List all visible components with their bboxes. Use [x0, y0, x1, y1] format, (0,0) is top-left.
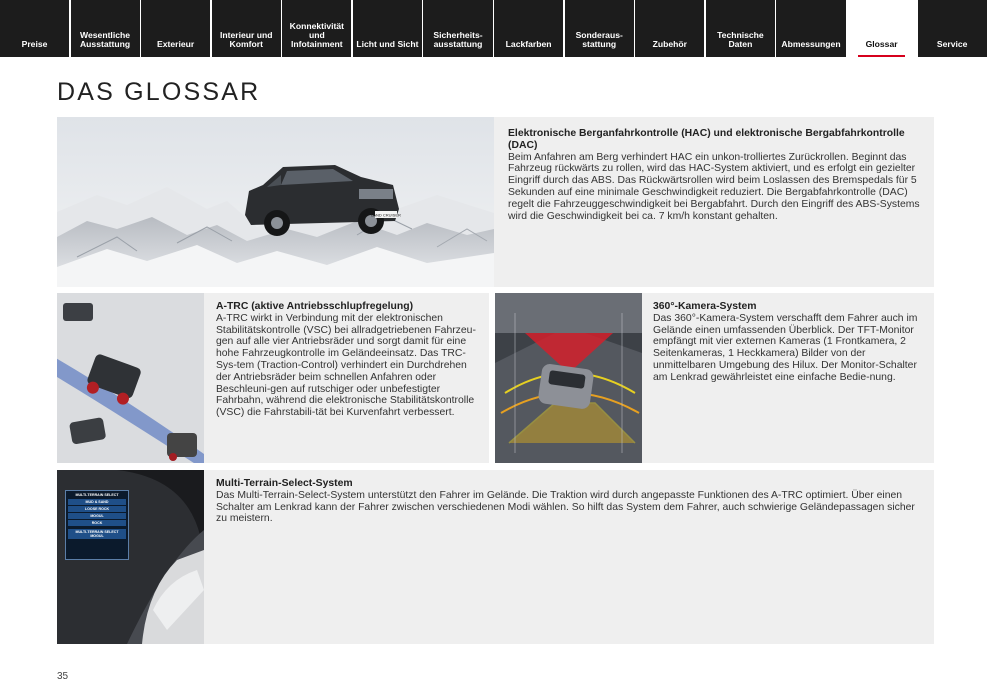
nav-tab-abmessungen[interactable]: Abmessungen [776, 0, 845, 57]
offroad-car-snow-image [57, 117, 494, 287]
terrain-mode-list [68, 499, 126, 526]
atrc-illustration-image [57, 293, 204, 463]
nav-tab-konnektivität-und-infotainment[interactable]: Konnektivität und Infotainment [282, 0, 351, 57]
nav-tab-service[interactable]: Service [918, 0, 987, 57]
terrain-mode-item: MOGUL [68, 513, 126, 519]
glossary-entry-360-camera [495, 293, 934, 463]
entry-title-multi-terrain-select: Multi-Terrain-Select-System [216, 478, 353, 489]
page-title: DAS GLOSSAR [57, 78, 261, 106]
entry-body-multi-terrain-select: Das Multi-Terrain-Select-System unterstützt den Fahrer im Gelände. Die Traktion wird durch angepasste Funktionen des A-TRC optimiert. Über einen Schalter am Lenkrad kann der Fahrer zwischen verschiedenen Modi wählen. So hilft das System dem Fahrer, auch schwierige Geländepassagen sicher zu meistern. [216, 489, 915, 525]
entry-body-atrc: A-TRC wirkt in Verbindung mit der elektronischen Stabilitätskontrolle (VSC) bei allradgetriebenen Fahrzeu-gen auf alle vier Antriebsräder und sorgt damit für eine hohe Fahrzeugkontrolle im Geländeeinsatz. Das TRC-Sys-tem (Traction-Control) verhindert ein Durchdrehen der Antriebsräder beim schnellen Anfahren oder Beschleuni-gen auf rutschiger oder unbefestigter Fahrbahn, während die elektronische Stabilitätskontrolle (VSC) die Fahrstabili-tät bei Kurvenfahrt verbessert. [216, 312, 476, 419]
multi-terrain-select-image [57, 470, 204, 644]
entry-text-multi-terrain-select [216, 478, 922, 525]
entry-title-atrc: A-TRC (aktive Antriebsschlupfregelung) [216, 301, 414, 312]
nav-tab-lackfarben[interactable]: Lackfarben [494, 0, 563, 57]
terrain-screen-footer-mode: MOGUL [90, 534, 104, 538]
nav-tab-sicherheits-ausstattung[interactable]: Sicherheits- ausstattung [423, 0, 492, 57]
nav-tab-preise[interactable]: Preise [0, 0, 69, 57]
car-badge-text: LAND CRUISER [371, 212, 401, 218]
nav-tab-wesentliche-ausstattung[interactable]: Wesentliche Ausstattung [71, 0, 140, 57]
top-navigation [0, 0, 990, 57]
terrain-screen-footer-header: MULTI-TERRAIN SELECT [75, 530, 119, 534]
entry-text-360-camera [653, 301, 921, 384]
nav-tab-exterieur[interactable]: Exterieur [141, 0, 210, 57]
glossary-entry-hac [57, 117, 934, 287]
terrain-select-screen [65, 490, 129, 560]
nav-tab-technische-daten[interactable]: Technische Daten [706, 0, 775, 57]
page-number: 35 [57, 671, 69, 682]
nav-tab-glossar[interactable]: Glossar [847, 0, 916, 57]
glossary-entry-atrc [57, 293, 489, 463]
terrain-mode-item: LOOSE ROCK [68, 506, 126, 512]
terrain-mode-item: MUD & SAND [68, 499, 126, 505]
nav-tab-zubehör[interactable]: Zubehör [635, 0, 704, 57]
entry-title-360-camera: 360°-Kamera-System [653, 301, 757, 312]
360-camera-image [495, 293, 642, 463]
entry-title-hac: Elektronische Berganfahrkontrolle (HAC) und elektronische Bergabfahrkontrolle (DAC) [508, 128, 905, 151]
entry-text-hac [508, 128, 920, 222]
terrain-screen-footer [68, 529, 126, 539]
nav-tab-interieur-und-komfort[interactable]: Interieur und Komfort [212, 0, 281, 57]
nav-tab-licht-und-sicht[interactable]: Licht und Sicht [353, 0, 422, 57]
terrain-screen-header: MULTI-TERRAIN SELECT [75, 493, 119, 497]
glossary-entry-multi-terrain-select [57, 470, 934, 644]
nav-tab-sonderaus-stattung[interactable]: Sonderaus- stattung [565, 0, 634, 57]
entry-body-hac: Beim Anfahren am Berg verhindert HAC ein unkon-trolliertes Zurückrollen. Beginnt das Fahrzeug rückwärts zu rollen, wird das HAC-System aktiviert, und es erfolgt ein gezielter Eingriff durch das ABS. Das Rückwärtsrollen wird beim Loslassen des Bremspedals für 5 Sekunden auf eine minimale Geschwindigkeit reduziert. Die Bergabfahrkontrolle (DAC) regelt die Fahrzeuggeschwindigkeit bei Bergabfahrt. Durch den Eingriff des ABS-Systems wird die Geschwindigkeit bei ca. 7 km/h konstant gehalten. [508, 151, 920, 222]
entry-body-360-camera: Das 360°-Kamera-System verschafft dem Fahrer auch im Gelände einen umfassenden Überblick. Der TFT-Monitor empfängt mit vier externen Kameras (1 Frontkamera, 2 Seitenkameras, 1 Heckkamera) Bilder von der unmittelbaren Umgebung des Hilux. Der Monitor-Schalter am Lenkrad gewährleistet eine einfache Bedie-nung. [653, 312, 918, 383]
terrain-mode-item: ROCK [68, 520, 126, 526]
entry-text-atrc [216, 301, 484, 419]
